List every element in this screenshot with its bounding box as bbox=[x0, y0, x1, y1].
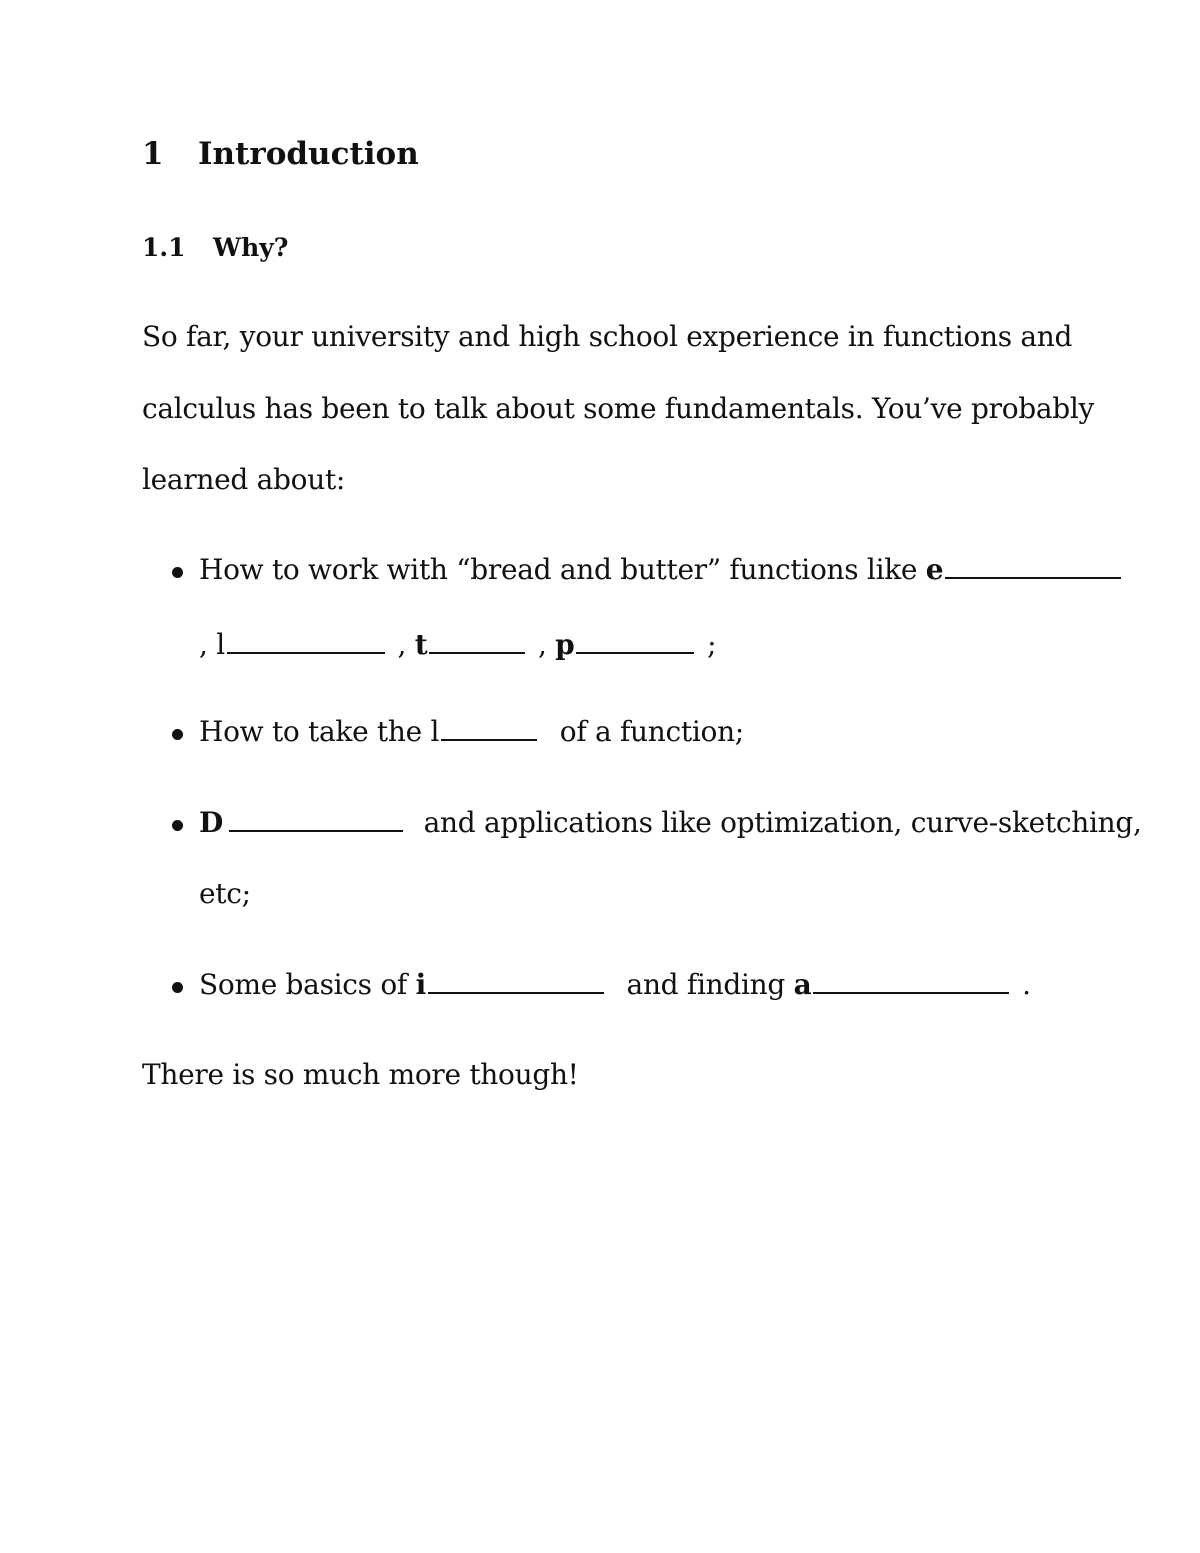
blank-letter-e: e bbox=[925, 553, 944, 586]
bullet-1-text: How to work with “bread and butter” functions like bbox=[199, 553, 918, 586]
blank-letter-a: a bbox=[793, 968, 812, 1001]
blank-letter-i: i bbox=[415, 968, 426, 1001]
fill-in-blank-e[interactable] bbox=[945, 557, 1121, 579]
fill-in-blank-l[interactable] bbox=[441, 719, 537, 741]
blank-letter-l: l bbox=[216, 628, 225, 661]
bullet-2-text-2: of a function; bbox=[559, 715, 744, 748]
section-number: 1 bbox=[142, 136, 164, 172]
intro-line-3: learned about: bbox=[142, 463, 346, 496]
bullet-dot bbox=[172, 982, 183, 993]
section-title: Introduction bbox=[198, 136, 419, 172]
blank-letter-p: p bbox=[555, 628, 575, 661]
bullet-3-line-2: etc; bbox=[199, 877, 251, 910]
blank-letter-l: l bbox=[430, 715, 440, 748]
bullet-dot bbox=[172, 567, 183, 578]
intro-line-2: calculus has been to talk about some fundamentals. You’ve probably bbox=[142, 392, 1095, 425]
comma: , bbox=[199, 628, 208, 661]
fill-in-blank-p[interactable] bbox=[576, 632, 694, 654]
semicolon: ; bbox=[707, 628, 717, 661]
bullet-4-text-2: and finding bbox=[626, 968, 785, 1001]
bullet-1-line-1 bbox=[199, 553, 1125, 586]
bullet-2-line bbox=[199, 715, 744, 748]
fill-in-blank-a[interactable] bbox=[813, 972, 1009, 994]
blank-letter-t: t bbox=[414, 628, 428, 661]
bullet-2-text-1: How to take the bbox=[199, 715, 422, 748]
blank-letter-d: D bbox=[199, 806, 223, 839]
comma: , bbox=[537, 628, 547, 661]
fill-in-blank-t[interactable] bbox=[429, 632, 525, 654]
bullet-4-text-1: Some basics of bbox=[199, 968, 407, 1001]
period: . bbox=[1022, 968, 1031, 1001]
bullet-3-text-1: and applications like optimization, curve-sketching, bbox=[423, 806, 1142, 839]
fill-in-blank-i[interactable] bbox=[428, 972, 604, 994]
comma: , bbox=[397, 628, 407, 661]
subsection-title: Why? bbox=[213, 233, 289, 262]
bullet-dot bbox=[172, 820, 183, 831]
bullet-1-line-2 bbox=[199, 628, 716, 661]
intro-line-1: So far, your university and high school experience in functions and bbox=[142, 320, 1073, 353]
fill-in-blank-d[interactable] bbox=[229, 810, 403, 832]
subsection-number: 1.1 bbox=[142, 233, 186, 262]
fill-in-blank-l[interactable] bbox=[227, 632, 385, 654]
bullet-4-line bbox=[199, 968, 1031, 1001]
bullet-3-line-1 bbox=[199, 806, 1142, 839]
bullet-dot bbox=[172, 729, 183, 740]
closing-line: There is so much more though! bbox=[142, 1058, 579, 1091]
